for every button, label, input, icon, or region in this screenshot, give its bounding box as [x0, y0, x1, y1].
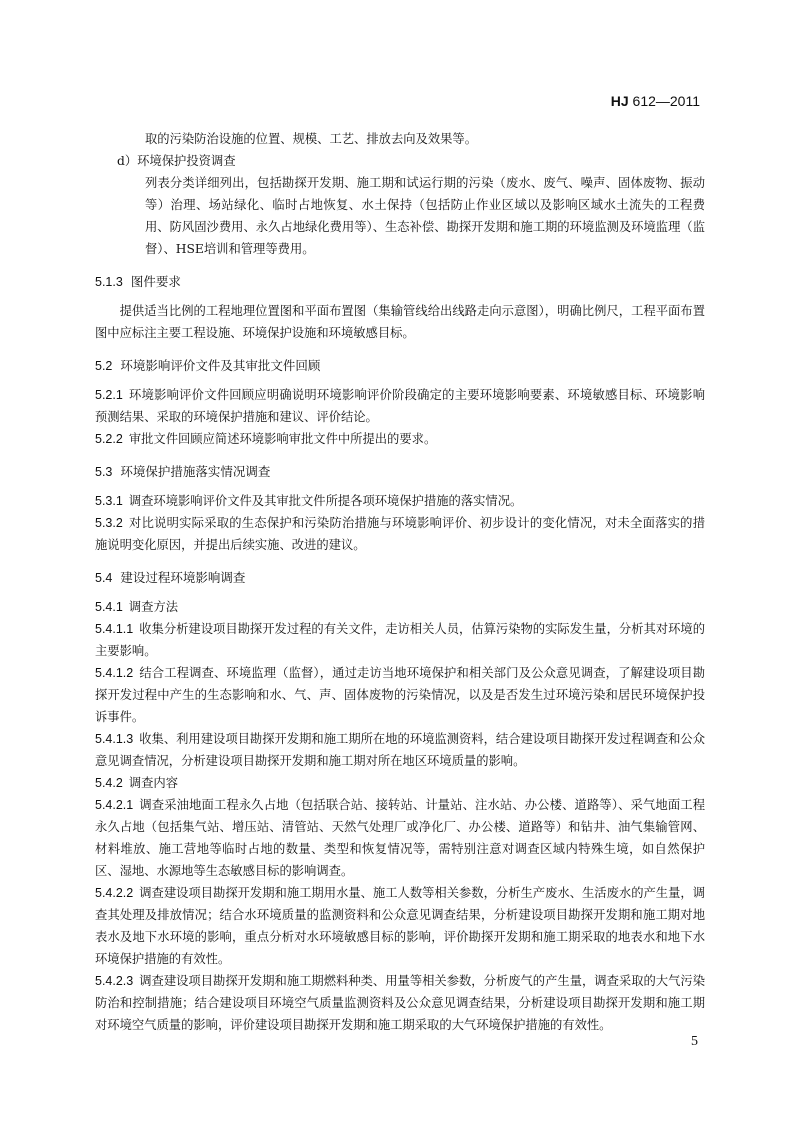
section-number: 5.2	[95, 359, 113, 373]
clause-text: 环境影响评价文件回顾应明确说明环境影响评价阶段确定的主要环境影响要素、环境敏感目标、环境影响预测结果、采取的环境保护措施和建议、评价结论。	[95, 388, 705, 424]
clause-text: 调查方法	[128, 600, 179, 614]
clause-5-3-2	[95, 512, 705, 556]
clause-5-4-2-3	[95, 970, 705, 1036]
section-heading-5-3	[95, 462, 705, 482]
clause-5-2-2	[95, 428, 705, 450]
clause-number: 5.2.2	[95, 432, 123, 446]
section-heading-5-1-3	[95, 272, 705, 292]
clause-number: 5.4.1.2	[95, 666, 134, 680]
clause-text: 审批文件回顾应简述环境影响审批文件中所提出的要求。	[128, 432, 437, 446]
clause-text: 收集、利用建设项目勘探开发期和施工期所在地的环境监测资料，结合建设项目勘探开发过程调查和公众意见调查情况，分析建设项目勘探开发期和施工期对所在地区环境质量的影响。	[95, 732, 705, 768]
clause-text: 调查内容	[128, 776, 179, 790]
clause-number: 5.4.2.1	[95, 798, 134, 812]
clause-5-4-1-2	[95, 662, 705, 728]
standard-code	[611, 93, 700, 109]
section-heading-5-4	[95, 568, 705, 588]
paragraph-5-1-3: 提供适当比例的工程地理位置图和平面布置图（集输管线给出线路走向示意图），明确比例尺，工程平面布置图中应标注主要工程设施、环境保护设施和环境敏感目标。	[95, 304, 705, 340]
list-item-d-text: 列表分类详细列出，包括勘探开发期、施工期和试运行期的污染（废水、废气、噪声、固体废物、振动等）治理、场站绿化、临时占地恢复、水土保持（包括防止作业区域以及影响区域水土流失的工程费用、防风固沙费用、永久占地绿化费用等）、生态补偿、勘探开发期和施工期的环境监测及环境监理（监督）、HSE培训和管理等费用。	[145, 176, 705, 256]
clause-number: 5.4.1	[95, 600, 123, 614]
clause-text: 调查环境影响评价文件及其审批文件所提各项环境保护措施的落实情况。	[128, 494, 523, 508]
section-number: 5.3	[95, 465, 113, 479]
standard-number: 612—2011	[632, 93, 700, 109]
clause-text: 调查建设项目勘探开发期和施工期燃料种类、用量等相关参数，分析废气的产生量，调查采取的大气污染防治和控制措施；结合建设项目环境空气质量监测资料及公众意见调查结果，分析建设项目勘探开发期和施工期对环境空气质量的影响，评价建设项目勘探开发期和施工期采取的大气环境保护措施的有效性。	[95, 974, 705, 1032]
clause-5-3-1	[95, 490, 705, 512]
clause-number: 5.2.1	[95, 388, 123, 402]
page-number: 5	[691, 1034, 698, 1049]
clause-text: 收集分析建设项目勘探开发过程的有关文件，走访相关人员，估算污染物的实际发生量，分析其对环境的主要影响。	[95, 622, 705, 658]
section-title: 环境影响评价文件及其审批文件回顾	[120, 358, 321, 373]
document-body	[95, 128, 705, 1036]
clause-text: 对比说明实际采取的生态保护和污染防治措施与环境影响评价、初步设计的变化情况，对未全面落实的措施说明变化原因，并提出后续实施、改进的建议。	[95, 516, 705, 552]
section-number: 5.1.3	[95, 275, 123, 289]
section-heading-5-2	[95, 356, 705, 376]
clause-5-4-1-1	[95, 618, 705, 662]
clause-5-2-1	[95, 384, 705, 428]
clause-5-4-2-1	[95, 794, 705, 882]
clause-number: 5.4.2.3	[95, 974, 134, 988]
clause-number: 5.3.2	[95, 516, 123, 530]
section-title: 图件要求	[130, 274, 181, 289]
clause-5-4-1	[95, 596, 705, 618]
clause-text: 结合工程调查、环境监理（监督），通过走访当地环境保护和相关部门及公众意见调查，了解建设项目勘探开发过程中产生的生态影响和水、气、声、固体废物的污染情况，以及是否发生过环境污染和居民环境保护投诉事件。	[95, 666, 705, 724]
clause-5-4-2-2	[95, 882, 705, 970]
list-item-d: d）环境保护投资调查	[117, 154, 236, 168]
continued-text: 取的污染防治设施的位置、规模、工艺、排放去向及效果等。	[145, 132, 478, 146]
clause-number: 5.3.1	[95, 494, 123, 508]
clause-number: 5.4.1.3	[95, 732, 134, 746]
clause-5-4-2	[95, 772, 705, 794]
section-title: 环境保护措施落实情况调查	[120, 464, 271, 479]
clause-text: 调查建设项目勘探开发期和施工期用水量、施工人数等相关参数，分析生产废水、生活废水的产生量，调查其处理及排放情况；结合水环境质量的监测资料和公众意见调查结果，分析建设项目勘探开发期和施工期对地表水及地下水环境的影响，重点分析对水环境敏感目标的影响，评价勘探开发期和施工期采取的地表水和地下水环境保护措施的有效性。	[95, 886, 705, 966]
standard-prefix: HJ	[610, 93, 629, 109]
clause-5-4-1-3	[95, 728, 705, 772]
section-title: 建设过程环境影响调查	[120, 570, 246, 585]
section-number: 5.4	[95, 571, 113, 585]
clause-number: 5.4.1.1	[95, 622, 134, 636]
clause-number: 5.4.2.2	[95, 886, 134, 900]
clause-number: 5.4.2	[95, 776, 123, 790]
clause-text: 调查采油地面工程永久占地（包括联合站、接转站、计量站、注水站、办公楼、道路等）、采气地面工程永久占地（包括集气站、增压站、清管站、天然气处理厂或净化厂、办公楼、道路等）和钻井、油气集输管网、材料堆放、施工营地等临时占地的数量、类型和恢复情况等，需特别注意对调查区域内特殊生境，如自然保护区、湿地、水源地等生态敏感目标的影响调查。	[95, 798, 705, 878]
